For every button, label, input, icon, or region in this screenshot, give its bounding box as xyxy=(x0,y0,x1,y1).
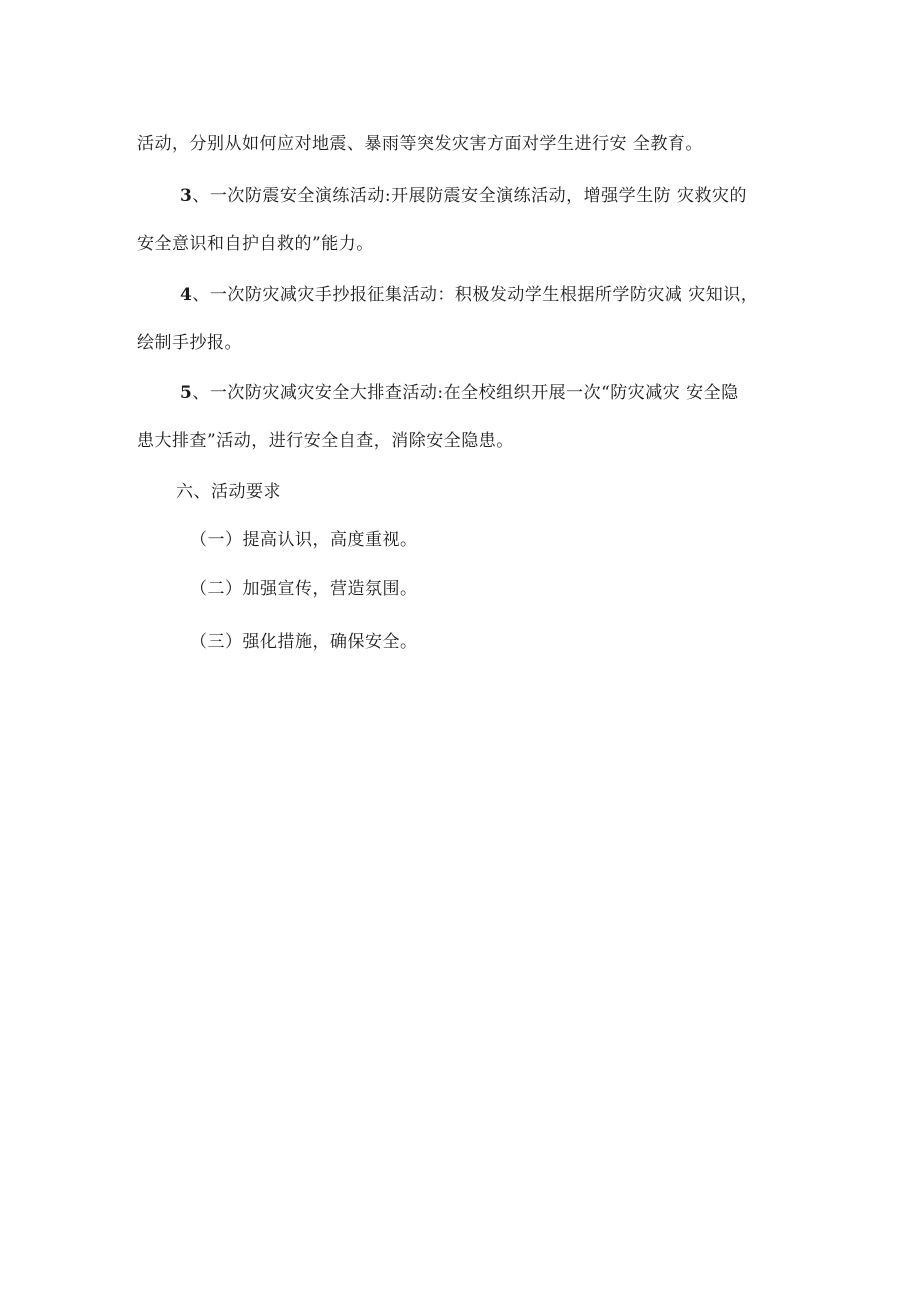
item-number: 5 xyxy=(180,383,193,403)
list-item-5-line2 xyxy=(137,429,514,453)
list-item-3-line1 xyxy=(180,184,747,208)
item-text: 积极发动学生根据所学防灾减 灾知识， xyxy=(454,285,759,305)
item-text: 在全校组织开展一次“防灾减灾 安全隐 xyxy=(443,383,739,403)
item-text: 开展防震安全演练活动，增强学生防 灾救灾的 xyxy=(391,186,747,206)
item-lead: 、一次防灾减灾安全大排查活动: xyxy=(192,383,444,403)
requirement-item-3 xyxy=(190,630,418,654)
item-text: 安全意识和自护自救的”能力。 xyxy=(137,234,374,254)
list-item-4-line2 xyxy=(137,331,242,355)
requirement-item-1 xyxy=(190,528,418,552)
item-text: 绘制手抄报。 xyxy=(137,333,242,353)
paragraph-text: 活动，分别从如何应对地震、暴雨等突发灾害方面对学生进行安 全教育。 xyxy=(137,134,703,154)
requirement-text: （一）提高认识，高度重视。 xyxy=(190,530,418,550)
item-lead: 、一次防灾减灾手抄报征集活动： xyxy=(192,285,455,305)
requirement-text: （三）强化措施，确保安全。 xyxy=(190,632,418,652)
list-item-5-line1 xyxy=(180,381,739,405)
item-number: 4 xyxy=(180,285,193,305)
item-text: 患大排查”活动，进行安全自查，消除安全隐患。 xyxy=(137,431,514,451)
section-heading xyxy=(176,480,281,504)
list-item-3-line2 xyxy=(137,232,374,256)
requirement-item-2 xyxy=(190,577,418,601)
requirement-text: （二）加强宣传，营造氛围。 xyxy=(190,579,418,599)
section-heading-text: 六、活动要求 xyxy=(176,482,281,502)
paragraph-continuation xyxy=(137,132,703,156)
item-number: 3 xyxy=(180,186,193,206)
item-lead: 、一次防震安全演练活动: xyxy=(192,186,392,206)
list-item-4-line1 xyxy=(180,283,758,307)
